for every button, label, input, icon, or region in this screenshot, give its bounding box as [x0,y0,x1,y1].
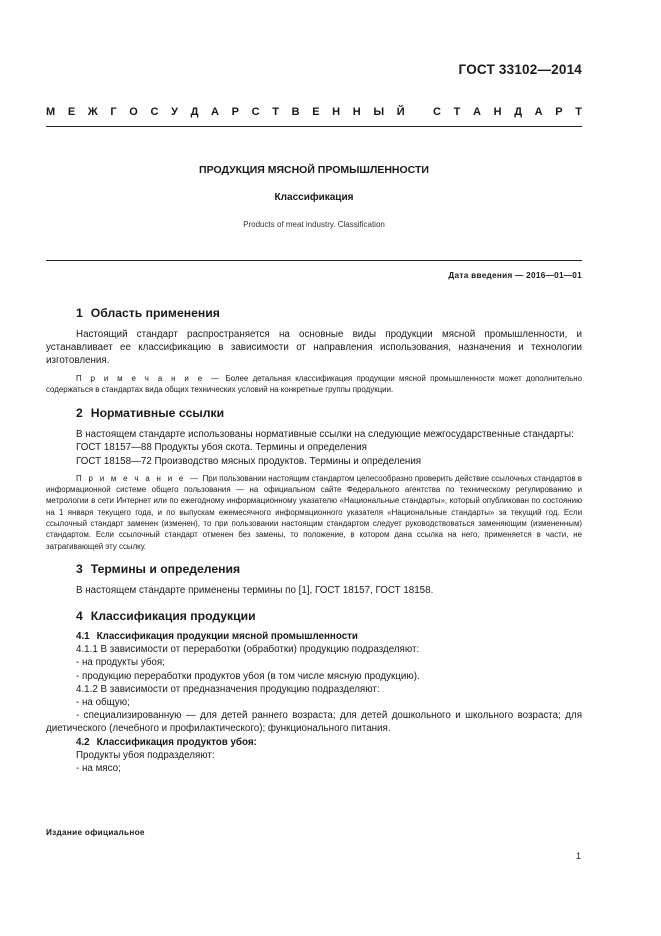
section-number: 1 [76,306,83,320]
standard-type-letter: Е [67,106,76,118]
section-1-note [46,373,582,396]
section-3-paragraph: В настоящем стандарте применены термины по [1], ГОСТ 18157, ГОСТ 18158. [76,584,434,596]
subsection-number: 4.2 [76,736,90,748]
subsection-title: Классификация продуктов убоя: [96,736,257,748]
standard-type-letter: Н [493,106,502,118]
list-item: - на продукты убоя; [76,657,165,669]
document-body [46,306,582,775]
standard-type-letter: Е [312,106,320,118]
list-item: - специализированную — для детей раннего возраста; для детей дошкольного и школьного возраста; для диетического (лечебного и профилактического); функционального питания. [46,710,582,735]
edition-label: Издание официальное [46,828,145,837]
document-subtitle-ru: Классификация [274,192,354,203]
standard-type-letter: С [251,106,260,118]
standard-type-letter: А [473,106,481,118]
section-2-heading [46,406,582,420]
subsection-title: Классификация продукции мясной промышленности [96,631,358,643]
section-title: Нормативные ссылки [90,406,225,421]
standard-type-letter: Р [555,106,563,118]
section-2-note [46,473,582,552]
document-subtitle-en: Products of meat industry. Classification [243,220,385,229]
section-1-heading [46,306,582,320]
standard-type-letter: Ы [373,106,385,118]
list-item: - продукцию переработки продуктов убоя (в том числе мясную продукцию). [76,670,420,682]
standard-type-letter: Й [396,106,405,118]
standard-type-letter: Д [514,106,523,118]
standard-type-letter: Н [332,106,341,118]
standard-type-letter: Д [190,106,199,118]
standard-type-letter: А [534,106,543,118]
section-4-heading [46,609,582,623]
reference-item: ГОСТ 18158—72 Производство мясных продуктов. Термины и определения [76,455,422,467]
standard-type-letter: Р [231,106,239,118]
standard-type-letter: Т [575,106,582,118]
standard-type-letter: Н [352,106,361,118]
standard-type-letter: В [291,106,300,118]
subsection-number: 4.1 [76,631,90,643]
reference-item: ГОСТ 18157—88 Продукты убоя скота. Термины и определения [76,442,367,454]
standard-type-letter: М [46,106,56,118]
gost-code: ГОСТ 33102—2014 [458,62,582,77]
section-1-paragraph: Настоящий стандарт распространяется на основные виды продукции мясной промышленности, и устанавливает ее классификацию в зависимости от направления использования, назначения и технологии изготовления. [46,329,582,367]
list-item: - на общую; [76,696,130,708]
note-label: П р и м е ч а н и е — [76,473,201,483]
standard-type-letter: Ж [87,106,98,118]
section-title: Классификация продукции [90,609,256,624]
section-number: 4 [76,609,83,624]
note-text: При пользовании настоящим стандартом целесообразно проверить действие ссылочных стандартов в информационной системе общего пользования — на официальном сайте Федерального агентства по техническому регулированию и метрологии в сети Интернет или по ежегодному информационному указателю «Национальные стандарты», который опубликован по состоянию на 1 января текущего года, и по выпускам ежемесячного информационного указателя «Национальные стандарты» за текущий год. Если ссылочный стандарт заменен (изменен), то при пользовании настоящим стандартом следует руководствоваться заменяющим (измененным) стандартом. Если ссылочный стандарт отменен без замены, то положение, в котором дана ссылка на него, применяется в части, не затрагивающей эту ссылку. [46,473,583,551]
standard-type-letter: С [433,106,441,118]
clause-4-1-1: 4.1.1 В зависимости от переработки (обработки) продукцию подразделяют: [76,644,420,656]
section-number: 3 [76,561,83,576]
standard-type-letter [417,106,420,118]
standard-type-letter: А [211,106,219,118]
section-title: Область применения [90,306,220,320]
standard-type-letter: О [129,106,138,118]
clause-4-2-intro: Продукты убоя подразделяют: [76,749,215,761]
note-label: П р и м е ч а н и е — [76,373,222,383]
section-3-heading [46,562,582,576]
standard-type-letter: Т [453,106,461,118]
page-number: 1 [575,851,581,861]
note-text: Более детальная классификация продукции мясной промышленности может дополнительно содержаться в стандартах вида общих технических условий на конкретные группы продукции. [46,373,582,394]
middle-rule [46,260,582,261]
standard-type-letter: У [171,106,178,118]
top-rule [46,126,582,127]
document-title: ПРОДУКЦИЯ МЯСНОЙ ПРОМЫШЛЕННОСТИ [199,164,429,176]
clause-4-1-2: 4.1.2 В зависимости от предназначения продукцию подразделяют: [76,683,380,695]
section-2-paragraph: В настоящем стандарте использованы нормативные ссылки на следующие межгосударственные стандарты: [76,429,574,441]
standard-type-letter: С [150,106,159,118]
introduction-date: Дата введения — 2016—01—01 [448,271,582,280]
standard-type-letter: Т [272,106,279,118]
standard-type-letter: Г [110,106,117,118]
section-number: 2 [76,406,83,421]
standard-type [46,106,582,118]
subsection-4-1-heading [46,630,582,643]
subsection-4-2-heading [46,736,582,749]
list-item: - на мясо; [76,762,121,774]
section-title: Термины и определения [90,561,241,576]
